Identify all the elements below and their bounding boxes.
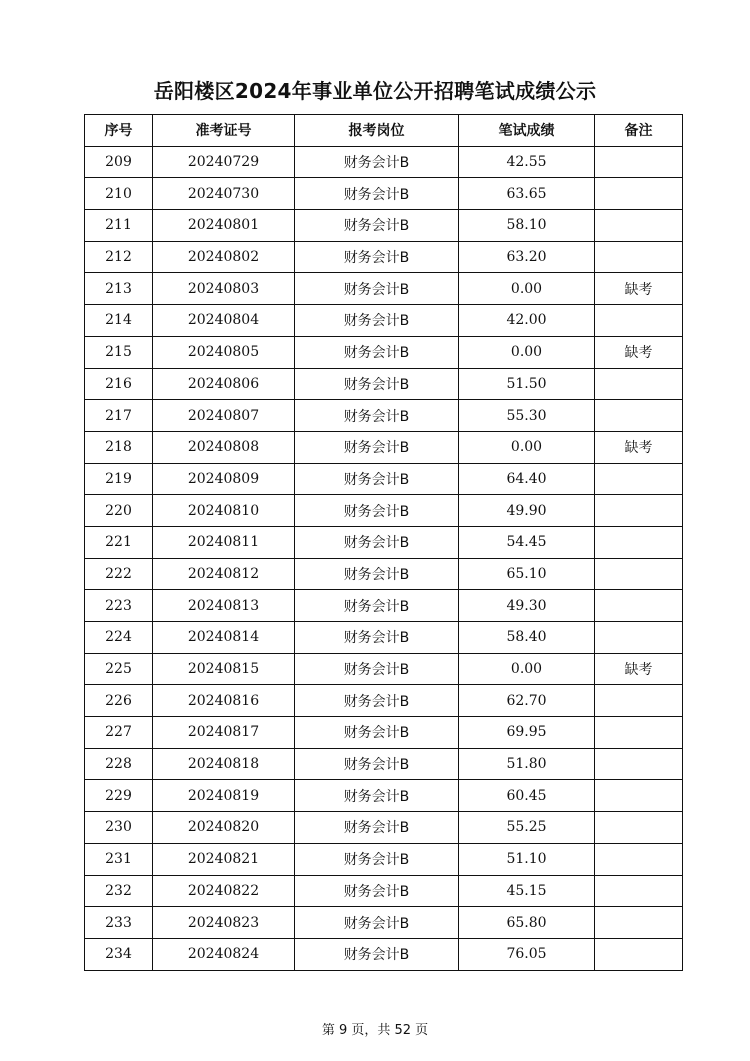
table-row <box>85 431 683 463</box>
cell-ticket-number: 20240801 <box>153 210 295 242</box>
cell-ticket-number: 20240821 <box>153 843 295 875</box>
cell-position: 财务会计B <box>295 273 459 305</box>
cell-position: 财务会计B <box>295 463 459 495</box>
header-position: 报考岗位 <box>295 115 459 147</box>
cell-seq: 227 <box>85 717 153 749</box>
cell-remark <box>595 368 683 400</box>
cell-score: 51.50 <box>459 368 595 400</box>
table-row <box>85 748 683 780</box>
cell-remark: 缺考 <box>595 653 683 685</box>
table-row <box>85 400 683 432</box>
cell-remark <box>595 717 683 749</box>
cell-score: 51.10 <box>459 843 595 875</box>
cell-seq: 213 <box>85 273 153 305</box>
cell-seq: 214 <box>85 305 153 337</box>
cell-ticket-number: 20240730 <box>153 178 295 210</box>
header-remark: 备注 <box>595 115 683 147</box>
cell-remark: 缺考 <box>595 336 683 368</box>
table-row <box>85 875 683 907</box>
cell-ticket-number: 20240818 <box>153 748 295 780</box>
cell-position: 财务会计B <box>295 495 459 527</box>
cell-score: 65.80 <box>459 907 595 939</box>
cell-seq: 212 <box>85 241 153 273</box>
cell-ticket-number: 20240823 <box>153 907 295 939</box>
cell-ticket-number: 20240819 <box>153 780 295 812</box>
cell-score: 65.10 <box>459 558 595 590</box>
cell-seq: 231 <box>85 843 153 875</box>
page-title: 岳阳楼区2024年事业单位公开招聘笔试成绩公示 <box>153 79 597 103</box>
cell-score: 63.20 <box>459 241 595 273</box>
cell-seq: 234 <box>85 938 153 970</box>
table-body <box>85 146 683 970</box>
cell-ticket-number: 20240802 <box>153 241 295 273</box>
cell-ticket-number: 20240815 <box>153 653 295 685</box>
cell-remark <box>595 526 683 558</box>
cell-score: 69.95 <box>459 717 595 749</box>
cell-position: 财务会计B <box>295 685 459 717</box>
header-seq: 序号 <box>85 115 153 147</box>
cell-score: 51.80 <box>459 748 595 780</box>
cell-seq: 230 <box>85 812 153 844</box>
cell-position: 财务会计B <box>295 843 459 875</box>
cell-score: 64.40 <box>459 463 595 495</box>
header-ticket-number: 准考证号 <box>153 115 295 147</box>
cell-seq: 223 <box>85 590 153 622</box>
cell-position: 财务会计B <box>295 241 459 273</box>
table-row <box>85 210 683 242</box>
cell-score: 49.90 <box>459 495 595 527</box>
cell-position: 财务会计B <box>295 146 459 178</box>
cell-position: 财务会计B <box>295 336 459 368</box>
table-row <box>85 241 683 273</box>
table-row <box>85 590 683 622</box>
table-row <box>85 178 683 210</box>
cell-remark <box>595 907 683 939</box>
cell-remark: 缺考 <box>595 273 683 305</box>
cell-score: 58.10 <box>459 210 595 242</box>
cell-position: 财务会计B <box>295 558 459 590</box>
cell-seq: 215 <box>85 336 153 368</box>
cell-seq: 226 <box>85 685 153 717</box>
cell-remark <box>595 463 683 495</box>
cell-ticket-number: 20240816 <box>153 685 295 717</box>
cell-seq: 232 <box>85 875 153 907</box>
cell-seq: 211 <box>85 210 153 242</box>
cell-position: 财务会计B <box>295 305 459 337</box>
cell-ticket-number: 20240808 <box>153 431 295 463</box>
cell-seq: 218 <box>85 431 153 463</box>
cell-ticket-number: 20240811 <box>153 526 295 558</box>
table-row <box>85 907 683 939</box>
cell-remark <box>595 495 683 527</box>
table-row <box>85 368 683 400</box>
table-row <box>85 495 683 527</box>
results-table <box>84 114 683 971</box>
cell-remark <box>595 875 683 907</box>
cell-seq: 224 <box>85 622 153 654</box>
cell-remark <box>595 780 683 812</box>
cell-position: 财务会计B <box>295 400 459 432</box>
cell-position: 财务会计B <box>295 875 459 907</box>
table-row <box>85 526 683 558</box>
cell-position: 财务会计B <box>295 431 459 463</box>
cell-position: 财务会计B <box>295 653 459 685</box>
cell-position: 财务会计B <box>295 938 459 970</box>
cell-position: 财务会计B <box>295 780 459 812</box>
cell-position: 财务会计B <box>295 368 459 400</box>
cell-score: 42.55 <box>459 146 595 178</box>
cell-seq: 220 <box>85 495 153 527</box>
cell-position: 财务会计B <box>295 907 459 939</box>
cell-seq: 229 <box>85 780 153 812</box>
cell-score: 0.00 <box>459 273 595 305</box>
table-row <box>85 146 683 178</box>
cell-remark <box>595 685 683 717</box>
cell-remark <box>595 241 683 273</box>
cell-remark <box>595 812 683 844</box>
cell-ticket-number: 20240814 <box>153 622 295 654</box>
cell-remark <box>595 748 683 780</box>
cell-score: 58.40 <box>459 622 595 654</box>
table-row <box>85 812 683 844</box>
cell-seq: 233 <box>85 907 153 939</box>
cell-seq: 222 <box>85 558 153 590</box>
cell-ticket-number: 20240729 <box>153 146 295 178</box>
table-row <box>85 685 683 717</box>
cell-ticket-number: 20240820 <box>153 812 295 844</box>
cell-score: 63.65 <box>459 178 595 210</box>
cell-score: 0.00 <box>459 653 595 685</box>
cell-remark <box>595 400 683 432</box>
cell-ticket-number: 20240822 <box>153 875 295 907</box>
cell-score: 55.30 <box>459 400 595 432</box>
table-row <box>85 717 683 749</box>
cell-score: 0.00 <box>459 336 595 368</box>
header-score: 笔试成绩 <box>459 115 595 147</box>
cell-seq: 221 <box>85 526 153 558</box>
page-footer: 第 9 页，共 52 页 <box>321 1023 429 1038</box>
cell-position: 财务会计B <box>295 178 459 210</box>
cell-remark <box>595 590 683 622</box>
cell-score: 60.45 <box>459 780 595 812</box>
cell-score: 42.00 <box>459 305 595 337</box>
cell-score: 49.30 <box>459 590 595 622</box>
cell-seq: 219 <box>85 463 153 495</box>
cell-score: 76.05 <box>459 938 595 970</box>
table-row <box>85 622 683 654</box>
cell-seq: 228 <box>85 748 153 780</box>
cell-ticket-number: 20240803 <box>153 273 295 305</box>
cell-ticket-number: 20240805 <box>153 336 295 368</box>
cell-seq: 210 <box>85 178 153 210</box>
table-row <box>85 273 683 305</box>
cell-remark <box>595 622 683 654</box>
cell-ticket-number: 20240810 <box>153 495 295 527</box>
table-row <box>85 780 683 812</box>
cell-ticket-number: 20240817 <box>153 717 295 749</box>
cell-ticket-number: 20240806 <box>153 368 295 400</box>
table-row <box>85 558 683 590</box>
cell-remark <box>595 305 683 337</box>
cell-score: 45.15 <box>459 875 595 907</box>
cell-position: 财务会计B <box>295 210 459 242</box>
cell-position: 财务会计B <box>295 622 459 654</box>
cell-position: 财务会计B <box>295 812 459 844</box>
cell-position: 财务会计B <box>295 526 459 558</box>
cell-seq: 225 <box>85 653 153 685</box>
cell-position: 财务会计B <box>295 717 459 749</box>
cell-seq: 209 <box>85 146 153 178</box>
cell-seq: 217 <box>85 400 153 432</box>
cell-remark <box>595 558 683 590</box>
table-row <box>85 653 683 685</box>
cell-remark <box>595 843 683 875</box>
cell-position: 财务会计B <box>295 748 459 780</box>
table-row <box>85 336 683 368</box>
cell-ticket-number: 20240804 <box>153 305 295 337</box>
cell-ticket-number: 20240813 <box>153 590 295 622</box>
cell-ticket-number: 20240807 <box>153 400 295 432</box>
cell-remark <box>595 146 683 178</box>
cell-ticket-number: 20240824 <box>153 938 295 970</box>
header-row <box>85 115 683 147</box>
cell-remark: 缺考 <box>595 431 683 463</box>
table-row <box>85 938 683 970</box>
table-row <box>85 463 683 495</box>
cell-remark <box>595 210 683 242</box>
cell-remark <box>595 938 683 970</box>
cell-seq: 216 <box>85 368 153 400</box>
table-header <box>85 115 683 147</box>
cell-score: 55.25 <box>459 812 595 844</box>
cell-score: 62.70 <box>459 685 595 717</box>
cell-score: 0.00 <box>459 431 595 463</box>
cell-ticket-number: 20240812 <box>153 558 295 590</box>
cell-position: 财务会计B <box>295 590 459 622</box>
cell-remark <box>595 178 683 210</box>
cell-score: 54.45 <box>459 526 595 558</box>
table-row <box>85 305 683 337</box>
cell-ticket-number: 20240809 <box>153 463 295 495</box>
table-row <box>85 843 683 875</box>
